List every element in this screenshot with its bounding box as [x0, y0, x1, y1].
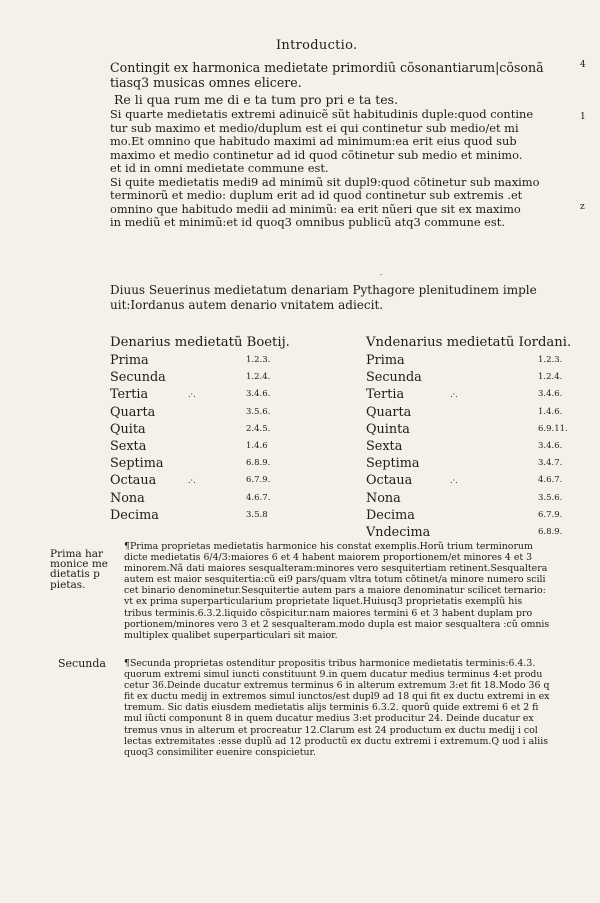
text-line: multiplex qualibet superparticulari sit maior.	[124, 629, 338, 641]
medietas-name: Vndecima	[366, 524, 431, 540]
medietas-name: Sexta	[110, 438, 147, 454]
text-line: quorum extremi simul iuncti constituunt 9.in quem ducatur medius terminus 4:et produ	[124, 669, 543, 681]
text-line: maximo et medio continetur ad id quod cõtinetur sub medio et minimo.	[110, 148, 523, 162]
text-line: cet binario denominetur.Sesquitertie autem pars a maiore denominatur scilicet ternario:	[124, 585, 546, 597]
medietas-terms: 3.4.6.	[538, 389, 563, 400]
text-line: tiasq3 musicas omnes elicere.	[110, 75, 302, 90]
proprietates-block	[110, 60, 572, 230]
medietas-name: Quarta	[366, 404, 412, 420]
table-row	[110, 490, 300, 507]
medietas-name: Octaua	[366, 473, 413, 489]
table-row	[366, 472, 576, 489]
text-line: lectas extremitates :esse duplũ ad 12 productũ ex ductu extremi i extremum.Q uod i aliis	[124, 735, 549, 747]
medietas-terms: 6.9.11.	[538, 423, 568, 434]
table-row	[366, 386, 576, 403]
text-line: ¶Prima proprietas medietatis harmonice his constat exemplis.Horũ trium terminorum	[124, 541, 533, 552]
text-line: portionem/minores vero 3 et 2 sesqualteram.modo dupla est maior sesqualtera :cũ omnis	[124, 618, 550, 630]
table-row	[366, 404, 576, 421]
medietas-name: Secunda	[110, 370, 166, 386]
text-line: quoq3 consimiliter euenire conspicietur.	[124, 746, 316, 758]
text-line: terminorũ et medio: duplum erit ad id quod continetur sub extremis .et	[110, 189, 523, 202]
text-line: cetur 36.Deinde ducatur extremus terminus 6 in alterum extremum 3:et fit 18.Modo 36 q	[124, 680, 550, 692]
table-row	[110, 386, 300, 403]
triple-dot-mark: .·.	[450, 476, 458, 486]
medietas-terms: 1.4.6.	[538, 406, 563, 417]
medietas-terms: 3.4.6.	[538, 440, 563, 451]
medietas-terms: 6.7.9.	[538, 509, 563, 520]
medietas-name: Tertia	[110, 387, 149, 403]
medietas-name: Septima	[110, 456, 164, 472]
medietas-name: Octaua	[110, 473, 157, 489]
text-line: ¶Secunda proprietas ostenditur propositis tribus harmonice medietatis terminis:6.4.3.	[124, 658, 536, 669]
table-row	[366, 507, 576, 524]
medietas-terms: 4.6.7.	[538, 475, 563, 486]
table-row	[110, 455, 300, 472]
margin-note-secunda: Secunda	[58, 657, 106, 670]
text-line: tremum. Sic datis eiusdem medietatis alijs terminis 6.3.2. quorũ quide extremi 6 et 2 fi	[124, 702, 539, 714]
medietas-name: Quita	[110, 421, 146, 437]
secunda-proprietas-block	[124, 658, 578, 758]
text-line: et id in omni medietate commune est.	[110, 162, 329, 175]
separator-dot: ·	[380, 271, 383, 279]
medietas-terms: 1.2.4.	[246, 372, 271, 383]
medietas-terms: 3.5.6.	[538, 492, 563, 503]
text-line: omnino que habitudo medii ad minimũ: ea erit nũeri que sit ex maximo	[110, 202, 521, 216]
text-line: Si quarte medietatis extremi adinuicẽ sũt habitudinis duple:quod contine	[110, 108, 534, 121]
text-line: Si quite medietatis medi9 ad minimũ sit dupl9:quod cõtinetur sub maximo	[110, 175, 540, 189]
medietas-terms: 2.4.5.	[246, 423, 271, 434]
medietas-terms: 1.2.3.	[538, 355, 563, 365]
triple-dot-mark: .·.	[450, 390, 458, 400]
table-title: Vndenarius medietatũ Iordani.	[366, 335, 572, 350]
prima-proprietas-block	[124, 541, 578, 641]
medietas-name: Prima	[110, 353, 149, 368]
text-line: dicte medietatis 6/4/3:maiores 6 et 4 habent maiorem proportionem/et minores 4 et 3	[124, 552, 533, 564]
medietas-name: Quinta	[366, 421, 410, 437]
table-row	[366, 455, 576, 472]
medietas-terms: 1.4.6	[246, 440, 268, 451]
medietas-terms: 6.8.9.	[246, 458, 271, 469]
text-line: Contingit ex harmonica medietate primordiũ cõsonantiarum|cõsonã	[110, 60, 544, 75]
medietas-terms: 4.6.7.	[246, 492, 271, 503]
medietas-terms: 3.4.7.	[538, 458, 563, 469]
table-row	[110, 438, 300, 455]
text-line: autem est maior sesquitertia:cũ ei9 pars/quam vltra totum cõtinet/a minore numero scili	[124, 574, 546, 586]
medietas-name: Decima	[366, 507, 415, 523]
table-row	[110, 352, 300, 369]
text-line: mo.Et omnino que habitudo maximi ad minimum:ea erit eius quod sub	[110, 135, 517, 148]
medietas-name: Septima	[366, 456, 420, 472]
medietas-name: Nona	[110, 490, 145, 506]
table-row	[366, 524, 576, 541]
medietas-name: Sexta	[366, 438, 403, 454]
table-row	[110, 404, 300, 421]
medietas-name: Decima	[110, 507, 159, 523]
table-row	[110, 507, 300, 524]
table-row	[366, 369, 576, 386]
text-line: Diuus Seuerinus medietatum denariam Pythagore plenitudinem imple	[110, 283, 537, 297]
text-line: tribus terminis.6.3.2.liquido cõspicitur.nam maiores termini 6 et 3 habent duplam pro	[124, 607, 533, 619]
text-line: mul iũcti componunt 8 in quem ducatur medius 3:et producitur 24. Deinde ducatur ex	[124, 713, 534, 725]
medietas-terms: 1.2.3.	[246, 355, 271, 365]
text-line: tur sub maximo et medio/duplum est ei qui continetur sub medio/et mi	[110, 121, 519, 135]
medietas-terms: 3.5.6.	[246, 406, 271, 417]
medietas-terms: 3.4.6.	[246, 389, 271, 400]
table-row	[366, 438, 576, 455]
medietas-terms: 1.2.4.	[538, 372, 563, 383]
heading-line: Re li qua rum me di e ta tum pro pri e ta tes.	[114, 92, 399, 107]
margin-mark: 1	[580, 112, 586, 122]
table-row	[110, 472, 300, 489]
margin-note: Prima har monice me dietatis p pietas.	[50, 548, 109, 591]
boethius-table	[110, 334, 300, 524]
table-row	[366, 421, 576, 438]
text-line: uit:Iordanus autem denario vnitatem adiecit.	[110, 298, 384, 312]
text-line: vt ex prima superparticularium proprietate liquet.Huiusq3 proprietatis exemplũ his	[124, 596, 523, 608]
medietatum-intro	[110, 283, 572, 313]
medietas-name: Nona	[366, 490, 401, 506]
text-line: minorem.Nã dati maiores sesqualteram:minores vero sesquitertiam retinent.Sesqualtera	[124, 563, 548, 575]
medietas-terms: 3.5.8	[246, 509, 268, 520]
table-title: Denarius medietatũ Boetij.	[110, 335, 290, 350]
margin-mark: z	[580, 202, 585, 212]
text-line: fit ex ductu medij in extremos simul iunctos/est dupl9 ad 18 qui fit ex ductu extremi in ex	[124, 691, 550, 703]
table-row	[366, 352, 576, 369]
medietas-name: Prima	[366, 353, 405, 368]
table-row	[110, 421, 300, 438]
table-row	[110, 369, 300, 386]
running-head: Introductio.	[276, 38, 358, 53]
jordanus-table	[366, 334, 576, 541]
text-line: in mediũ et minimũ:et id quoq3 omnibus publicũ atq3 commune est.	[110, 216, 505, 229]
medietas-name: Secunda	[366, 370, 422, 386]
medietas-terms: 6.8.9.	[538, 526, 563, 537]
medietas-terms: 6.7.9.	[246, 475, 271, 486]
text-line: tremus vnus in alterum et procreatur 12.Clarum est 24 productum ex ductu medij i col	[124, 724, 538, 736]
medietas-name: Quarta	[110, 404, 156, 420]
medietas-name: Tertia	[366, 387, 405, 403]
margin-mark: 4	[580, 60, 586, 70]
triple-dot-mark: .·.	[188, 390, 196, 400]
triple-dot-mark: .·.	[188, 476, 196, 486]
table-row	[366, 490, 576, 507]
